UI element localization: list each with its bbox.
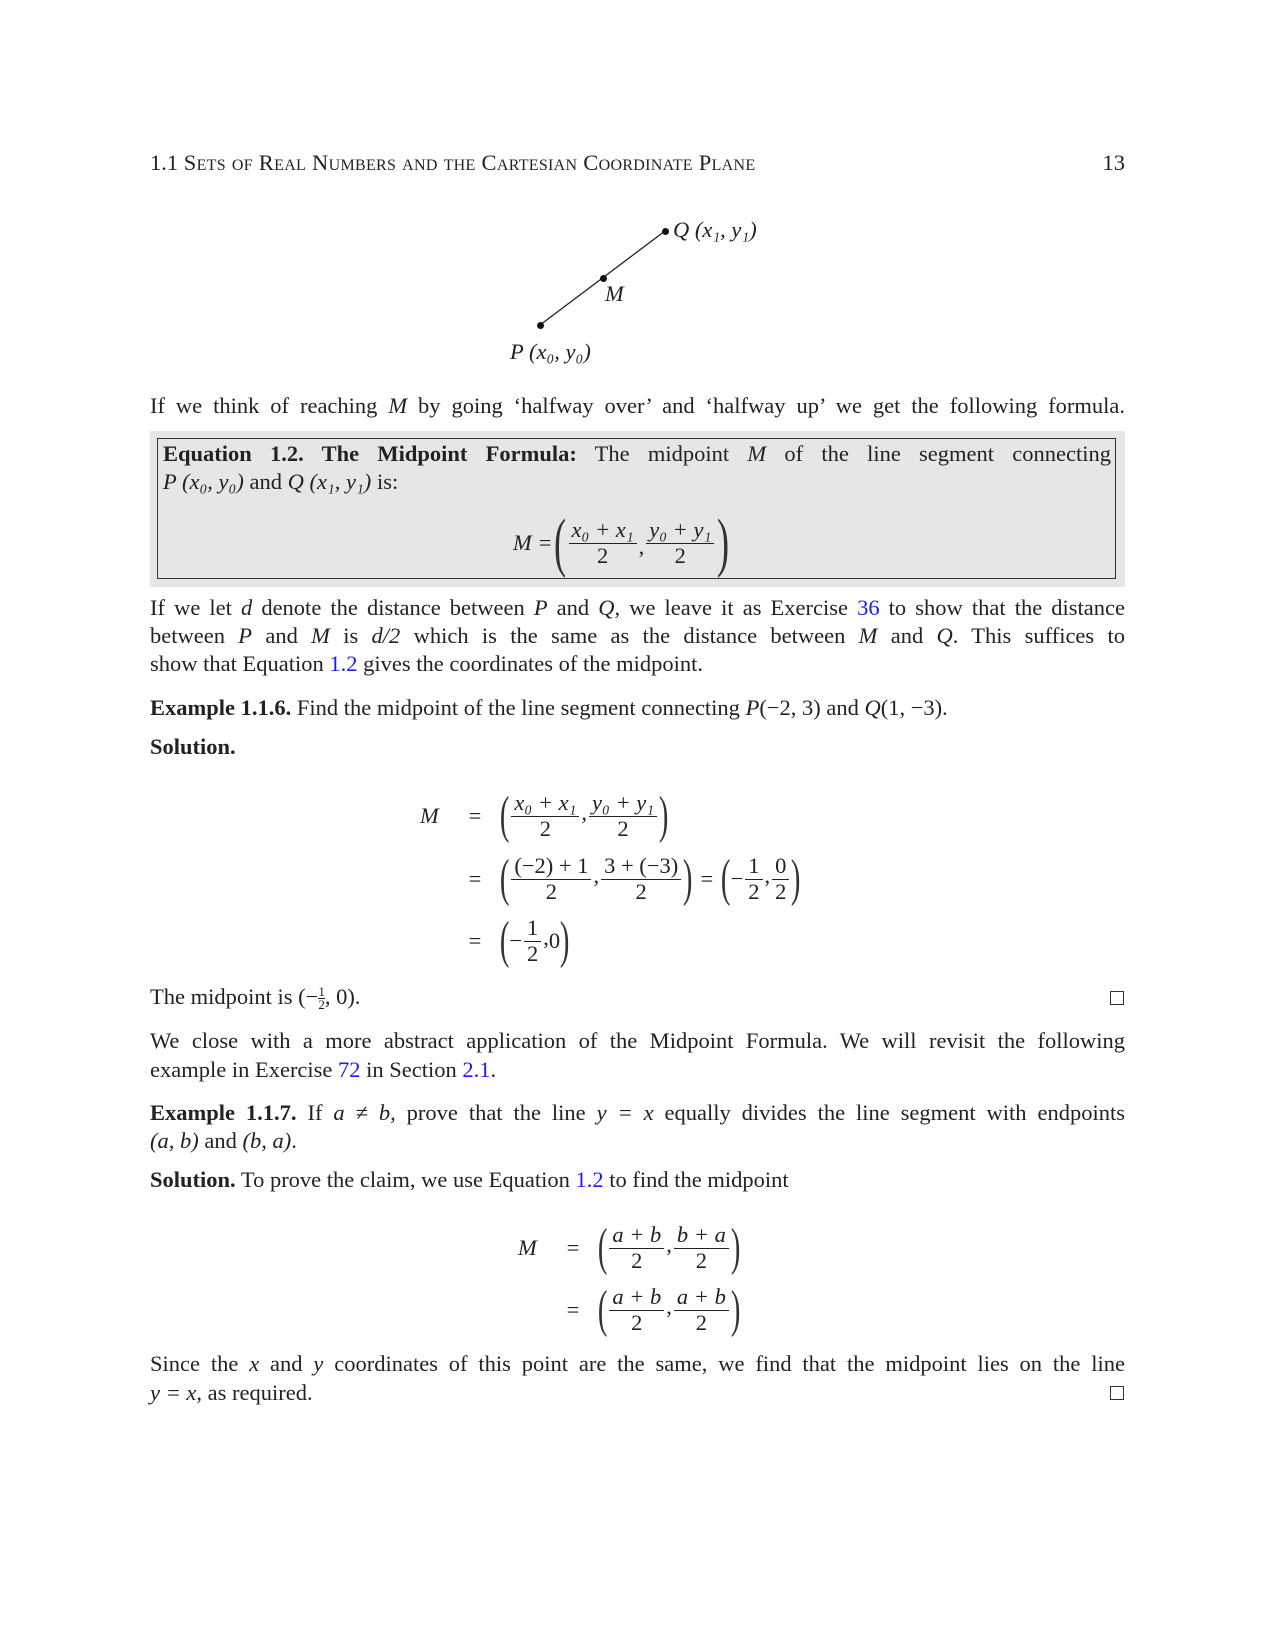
point-p: P (x₀, y₀)	[163, 469, 244, 494]
text: which is the same as the distance between	[400, 623, 859, 648]
text: coordinates of this point are the same, we find that the midpoint lies on the line	[323, 1351, 1125, 1376]
text: and	[243, 469, 288, 494]
var: Q	[936, 623, 953, 648]
numerator: 1	[745, 854, 762, 880]
text: in Section	[360, 1057, 463, 1082]
ex6-row-1: M = ( $\frac{\text{x₀ + x₁}}{2}$ , $\frac{\text{y₀ + y₁}}{2}$ )	[420, 787, 669, 844]
equals: =	[468, 803, 482, 828]
solution-label	[150, 733, 1125, 761]
text: , we leave it as Exercise	[614, 595, 858, 620]
denominator: 2	[695, 1309, 707, 1335]
paragraph-close-1	[150, 1027, 1125, 1055]
var: M	[858, 623, 878, 648]
denominator: 2	[318, 997, 325, 1013]
math: y = x	[596, 1100, 654, 1125]
math: a ≠ b	[333, 1100, 391, 1125]
text: of the line segment connecting	[766, 441, 1111, 466]
left-paren: (	[553, 506, 566, 579]
numerator: a + b	[674, 1285, 729, 1311]
section-title: Sets of Real Numbers and the Cartesian Coordinate Plane	[183, 150, 756, 175]
page-number: 13	[1102, 150, 1125, 175]
label-q: Q (x₁, y₁)	[673, 217, 757, 242]
ex7-row-2: = ( $\frac{a + b}{2}$ , $\frac{a + b}{2}$ )	[518, 1284, 740, 1336]
text: between	[150, 623, 239, 648]
paragraph-distance-1	[150, 594, 1125, 622]
example-1-1-6	[150, 694, 1125, 722]
numerator: (−2) + 1	[511, 854, 591, 880]
numerator: b + a	[674, 1223, 729, 1249]
equals: =	[468, 866, 482, 891]
point-q	[662, 228, 669, 235]
solution-heading: Solution.	[150, 1167, 236, 1192]
denominator: 2	[545, 878, 558, 904]
numerator: a + b	[609, 1285, 664, 1311]
lhs: M	[518, 1235, 537, 1260]
var: y	[313, 1351, 324, 1376]
denominator: 2	[775, 878, 787, 904]
text: equally divides the line segment with endpoints	[653, 1100, 1125, 1125]
qed-icon	[1110, 991, 1124, 1005]
numerator: 1	[524, 916, 541, 942]
text: .	[490, 1057, 497, 1082]
text: show that Equation	[150, 651, 330, 676]
lhs: M =	[513, 530, 553, 555]
midpoint-formula: M = ( $\frac{\text{x₀ + x₁}}{2}$ , $\frac{\text{y₀ + y₁}}{2}$ )	[513, 506, 730, 579]
text: and	[252, 623, 312, 648]
paragraph-distance-3	[150, 650, 1125, 678]
denominator: 2	[539, 815, 551, 841]
text: is:	[371, 469, 399, 494]
equals: =	[700, 866, 714, 891]
numerator: x₀ + x₁	[511, 791, 579, 817]
paragraph-distance-2	[150, 622, 1125, 650]
example-1-1-7-line-2	[150, 1127, 1125, 1155]
fraction	[569, 518, 637, 569]
equals: =	[468, 928, 482, 953]
text: The midpoint	[576, 441, 748, 466]
equation-box-line-2	[163, 468, 1138, 496]
solution-heading: Solution.	[150, 734, 236, 759]
text: example in Exercise	[150, 1057, 339, 1082]
math: y = x	[150, 1380, 197, 1405]
text: denote the distance between	[252, 595, 534, 620]
ex6-conclusion	[150, 983, 1125, 1011]
text: (−2, 3) and	[759, 695, 865, 720]
text: .	[291, 1128, 297, 1153]
math: (a, b)	[150, 1128, 199, 1153]
var: M	[747, 441, 767, 466]
var: M	[311, 623, 330, 648]
ex7-conclusion-1	[150, 1350, 1125, 1378]
var: Q	[864, 695, 881, 720]
text: Find the midpoint of the line segment connecting	[291, 695, 746, 720]
denominator: 2	[674, 542, 686, 568]
section-number: 1.1	[150, 150, 179, 175]
text: and	[259, 1351, 314, 1376]
text: . This suffices to	[952, 623, 1125, 648]
example-label: Example 1.1.7.	[150, 1100, 297, 1125]
text: , as required.	[196, 1380, 313, 1405]
denominator: 2	[527, 940, 539, 966]
text: is	[329, 623, 372, 648]
text: , prove that the line	[390, 1100, 597, 1125]
label-p: P (x₀, y₀)	[510, 339, 591, 364]
text: If we think of reaching	[150, 393, 389, 418]
text: and	[877, 623, 937, 648]
numerator: x₀ + x₁	[569, 518, 637, 544]
math: (b, a)	[242, 1128, 292, 1153]
paragraph-intro	[150, 392, 1125, 420]
segment-figure	[0, 0, 1275, 400]
qed-icon	[1110, 1386, 1124, 1400]
text: to find the midpoint	[603, 1167, 789, 1192]
denominator: 2	[635, 878, 647, 904]
ex6-row-3: = ( − $\frac{1}{2}$ , 0 )	[420, 915, 569, 967]
equation-title: Equation 1.2. The Midpoint Formula:	[163, 441, 577, 466]
right-paren: )	[717, 506, 730, 579]
numerator: 0	[772, 854, 789, 880]
text: and	[198, 1128, 243, 1153]
text: by going ‘halfway over’ and ‘halfway up’ we get the following formula.	[407, 393, 1126, 418]
equals: =	[566, 1297, 580, 1322]
exercise-36-link[interactable]: 36	[857, 595, 880, 620]
var: P	[533, 595, 548, 620]
text: and	[547, 595, 599, 620]
numerator: a + b	[609, 1223, 664, 1249]
text: gives the coordinates of the midpoint.	[357, 651, 704, 676]
denominator: 2	[631, 1247, 643, 1273]
text: (1, −3).	[880, 695, 948, 720]
numerator: 1	[318, 984, 325, 1000]
var: Q	[598, 595, 615, 620]
text: The midpoint is	[150, 984, 299, 1009]
denominator: 2	[748, 878, 760, 904]
var: d	[240, 595, 253, 620]
text: We close with a more abstract application of the Midpoint Formula. We will revisit the following	[150, 1028, 1125, 1053]
text: , 0).	[324, 984, 361, 1009]
numerator: y₀ + y₁	[646, 518, 714, 544]
label-m: M	[605, 281, 624, 306]
exercise-72-link[interactable]: 72	[338, 1057, 361, 1082]
fraction	[646, 518, 714, 569]
example-1-1-7-line-1	[150, 1099, 1125, 1127]
var: d/2	[371, 623, 401, 648]
ex7-conclusion-2	[150, 1379, 1125, 1407]
text: If we let	[150, 595, 241, 620]
equation-1-2-link[interactable]: 1.2	[575, 1167, 604, 1192]
var-m: M	[388, 393, 408, 418]
value: 0	[548, 928, 561, 953]
lhs: M	[420, 803, 439, 828]
section-2-1-link[interactable]: 2.1	[462, 1057, 491, 1082]
ex6-row-2: = ( $\frac{(-2) + 1}{2}$ , $\frac{3 + (-3)}{2}$ ) = ( − $\frac{1}{2}$ , $\frac{0}{2}$ )	[420, 853, 801, 905]
denominator: 2	[596, 542, 609, 568]
denominator: 2	[617, 815, 629, 841]
paragraph-close-2	[150, 1056, 1125, 1084]
equation-box-line-1	[163, 440, 1111, 468]
ex7-solution	[150, 1166, 1125, 1194]
example-label: Example 1.1.6.	[150, 695, 292, 720]
minus: −	[730, 866, 744, 891]
ex7-row-1: M = ( $\frac{a + b}{2}$ , $\frac{b + a}{2}$ )	[518, 1219, 741, 1276]
text: To prove the claim, we use Equation	[235, 1167, 576, 1192]
denominator: 2	[695, 1247, 707, 1273]
text: Since the	[150, 1351, 250, 1376]
numerator: 3 + (−3)	[601, 854, 681, 880]
denominator: 2	[631, 1309, 643, 1335]
var: x	[249, 1351, 260, 1376]
text: If	[296, 1100, 334, 1125]
equation-1-2-link[interactable]: 1.2	[329, 651, 358, 676]
text: (−	[298, 984, 319, 1009]
var: P	[238, 623, 253, 648]
minus: −	[509, 928, 523, 953]
numerator: y₀ + y₁	[589, 791, 657, 817]
point-q: Q (x₁, y₁)	[287, 469, 372, 494]
equals: =	[566, 1235, 580, 1260]
var: P	[745, 695, 760, 720]
text: to show that the distance	[879, 595, 1125, 620]
point-p	[537, 322, 544, 329]
